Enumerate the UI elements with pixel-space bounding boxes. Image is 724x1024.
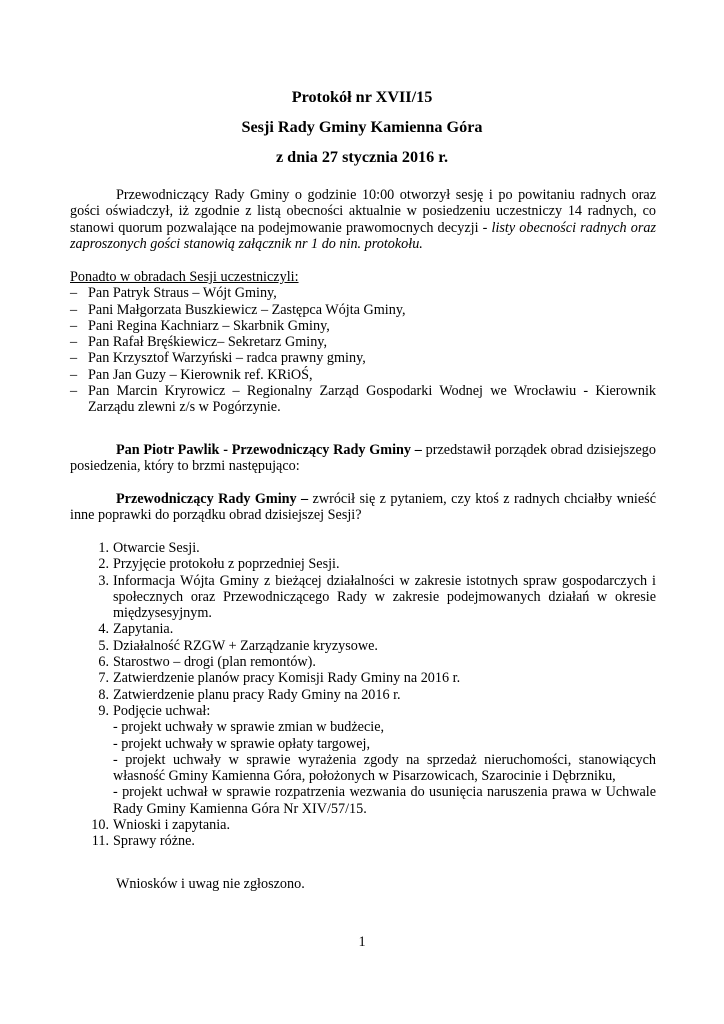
agenda-list — [92, 540, 656, 850]
dash-bullet: – — [70, 350, 78, 367]
agenda-item — [92, 540, 656, 556]
title-session: Sesji Rady Gminy Kamienna Góra — [241, 118, 483, 136]
agenda-item-text: Zapytania. — [113, 621, 174, 638]
dash-bullet: – — [70, 317, 78, 334]
agenda-item — [92, 573, 656, 622]
agenda-item-text: Przyjęcie protokołu z poprzedniej Sesji. — [113, 556, 340, 573]
resolution-item: - projekt uchwał w sprawie rozpatrzenia wezwania do usunięcia naruszenia prawa w Uchwale Rady Gminy Kamienna Góra Nr XIV/57/15. — [113, 784, 656, 817]
agenda-item-number: 8. — [98, 686, 109, 703]
participant-item — [70, 334, 656, 350]
participant-text: Pan Patryk Straus – Wójt Gminy, — [88, 285, 277, 302]
agenda-item-text: Wnioski i zapytania. — [113, 817, 231, 834]
participant-item — [70, 350, 656, 366]
agenda-item-number: 2. — [98, 556, 109, 573]
agenda-item-number: 10. — [91, 817, 109, 834]
agenda-item-number: 4. — [98, 621, 109, 638]
agenda-item-text: Podjęcie uchwał: — [113, 702, 211, 719]
participant-text: Pani Małgorzata Buszkiewicz – Zastępca Wójta Gminy, — [88, 301, 406, 318]
agenda-item-text: Sprawy różne. — [113, 833, 195, 850]
page-number: 1 — [358, 934, 366, 950]
agenda-item — [92, 833, 656, 849]
participant-item — [70, 383, 656, 416]
resolution-item: - projekt uchwały w sprawie wyrażenia zgody na sprzedaż nieruchomości, stanowiących własność Gminy Kamienna Góra, położonych w Pisarzowicach, Szarocinie i Dębrzniku, — [113, 751, 656, 785]
participant-text: Pan Marcin Kryrowicz – Regionalny Zarząd Gospodarki Wodnej we Wrocławiu - Kierownik Zarządu zlewni z/s w Pogórzynie. — [88, 383, 656, 416]
agenda-item-text: Informacja Wójta Gminy z bieżącej działalności w zakresie istotnych spraw gospodarczych i społecznych oraz Przewodniczącego Rady w zakresie podejmowanych działań w okresie międzysesyjnym. — [113, 572, 656, 622]
document-title — [0, 82, 724, 172]
agenda-item-text: Działalność RZGW + Zarządzanie kryzysowe. — [113, 637, 378, 654]
chair-text: przedstawił porządek obrad dzisiejszego posiedzenia, który to brzmi następująco: — [70, 442, 656, 475]
agenda-item-text: Zatwierdzenie planu pracy Rady Gminy na 2016 r. — [113, 686, 401, 703]
participant-text: Pani Regina Kachniarz – Skarbnik Gminy, — [88, 317, 330, 334]
closing-note: Wniosków i uwag nie zgłoszono. — [116, 876, 305, 892]
title-date: z dnia 27 stycznia 2016 r. — [275, 148, 449, 166]
agenda-item-number: 6. — [98, 654, 109, 671]
question-paragraph — [70, 491, 656, 524]
agenda-item — [92, 670, 656, 686]
agenda-item — [92, 621, 656, 637]
agenda-item-text: Starostwo – drogi (plan remontów). — [113, 654, 316, 671]
agenda-item-number: 7. — [98, 670, 109, 687]
dash-bullet: – — [70, 285, 78, 302]
intro-paragraph — [70, 187, 656, 252]
resolution-item: - projekt uchwały w sprawie zmian w budżecie, — [113, 719, 385, 736]
chair-name: Pan Piotr Pawlik - Przewodniczący Rady Gminy – — [116, 442, 422, 458]
agenda-item-number: 5. — [98, 637, 109, 654]
agenda-item — [92, 703, 656, 817]
agenda-item-number: 3. — [98, 572, 109, 589]
agenda-item-text: Otwarcie Sesji. — [113, 540, 200, 556]
participant-text: Pan Jan Guzy – Kierownik ref. KRiOŚ, — [88, 366, 313, 383]
agenda-item-number: 11. — [91, 833, 109, 850]
agenda-item — [92, 817, 656, 833]
agenda-item — [92, 638, 656, 654]
participant-text: Pan Krzysztof Warzyński – radca prawny gminy, — [88, 350, 366, 367]
participant-item — [70, 318, 656, 334]
dash-bullet: – — [70, 383, 78, 400]
dash-bullet: – — [70, 334, 78, 351]
agenda-item — [92, 654, 656, 670]
agenda-item-number: 9. — [98, 702, 109, 719]
question-text: zwrócił się z pytaniem, czy ktoś z radnych chciałby wnieść inne poprawki do porządku obrad dzisiejszej Sesji? — [70, 491, 656, 524]
participant-text: Pan Rafał Bręśkiewicz– Sekretarz Gminy, — [88, 334, 328, 351]
agenda-item — [92, 687, 656, 703]
agenda-item-number: 1. — [98, 540, 109, 556]
participants-list — [70, 285, 656, 415]
agenda-item — [92, 556, 656, 572]
participant-item — [70, 302, 656, 318]
resolution-item: - projekt uchwały w sprawie opłaty targowej, — [113, 735, 371, 752]
chair-paragraph — [70, 442, 656, 475]
participant-item — [70, 285, 656, 301]
dash-bullet: – — [70, 366, 78, 383]
question-speaker: Przewodniczący Rady Gminy – — [116, 491, 309, 507]
participants-section — [70, 269, 656, 416]
agenda-item-text: Zatwierdzenie planów pracy Komisji Rady Gminy na 2016 r. — [113, 670, 461, 687]
intro-italic-note: listy obecności radnych oraz zaproszonych gości stanowią załącznik nr 1 do nin. protokołu. — [70, 219, 656, 252]
dash-bullet: – — [70, 301, 78, 318]
participants-heading: Ponadto w obradach Sesji uczestniczyli: — [70, 269, 299, 285]
intro-text: Przewodniczący Rady Gminy o godzinie 10:00 otworzył sesję i po powitaniu radnych oraz gości oświadczył, iż zgodnie z listą obecności aktualnie w posiedzeniu uczestniczy 14 radnych, co stanowi quorum pozwalające na podejmowanie prawomocnych decyzji - — [70, 187, 656, 236]
participant-item — [70, 367, 656, 383]
title-protocol-number: Protokół nr XVII/15 — [291, 88, 433, 106]
